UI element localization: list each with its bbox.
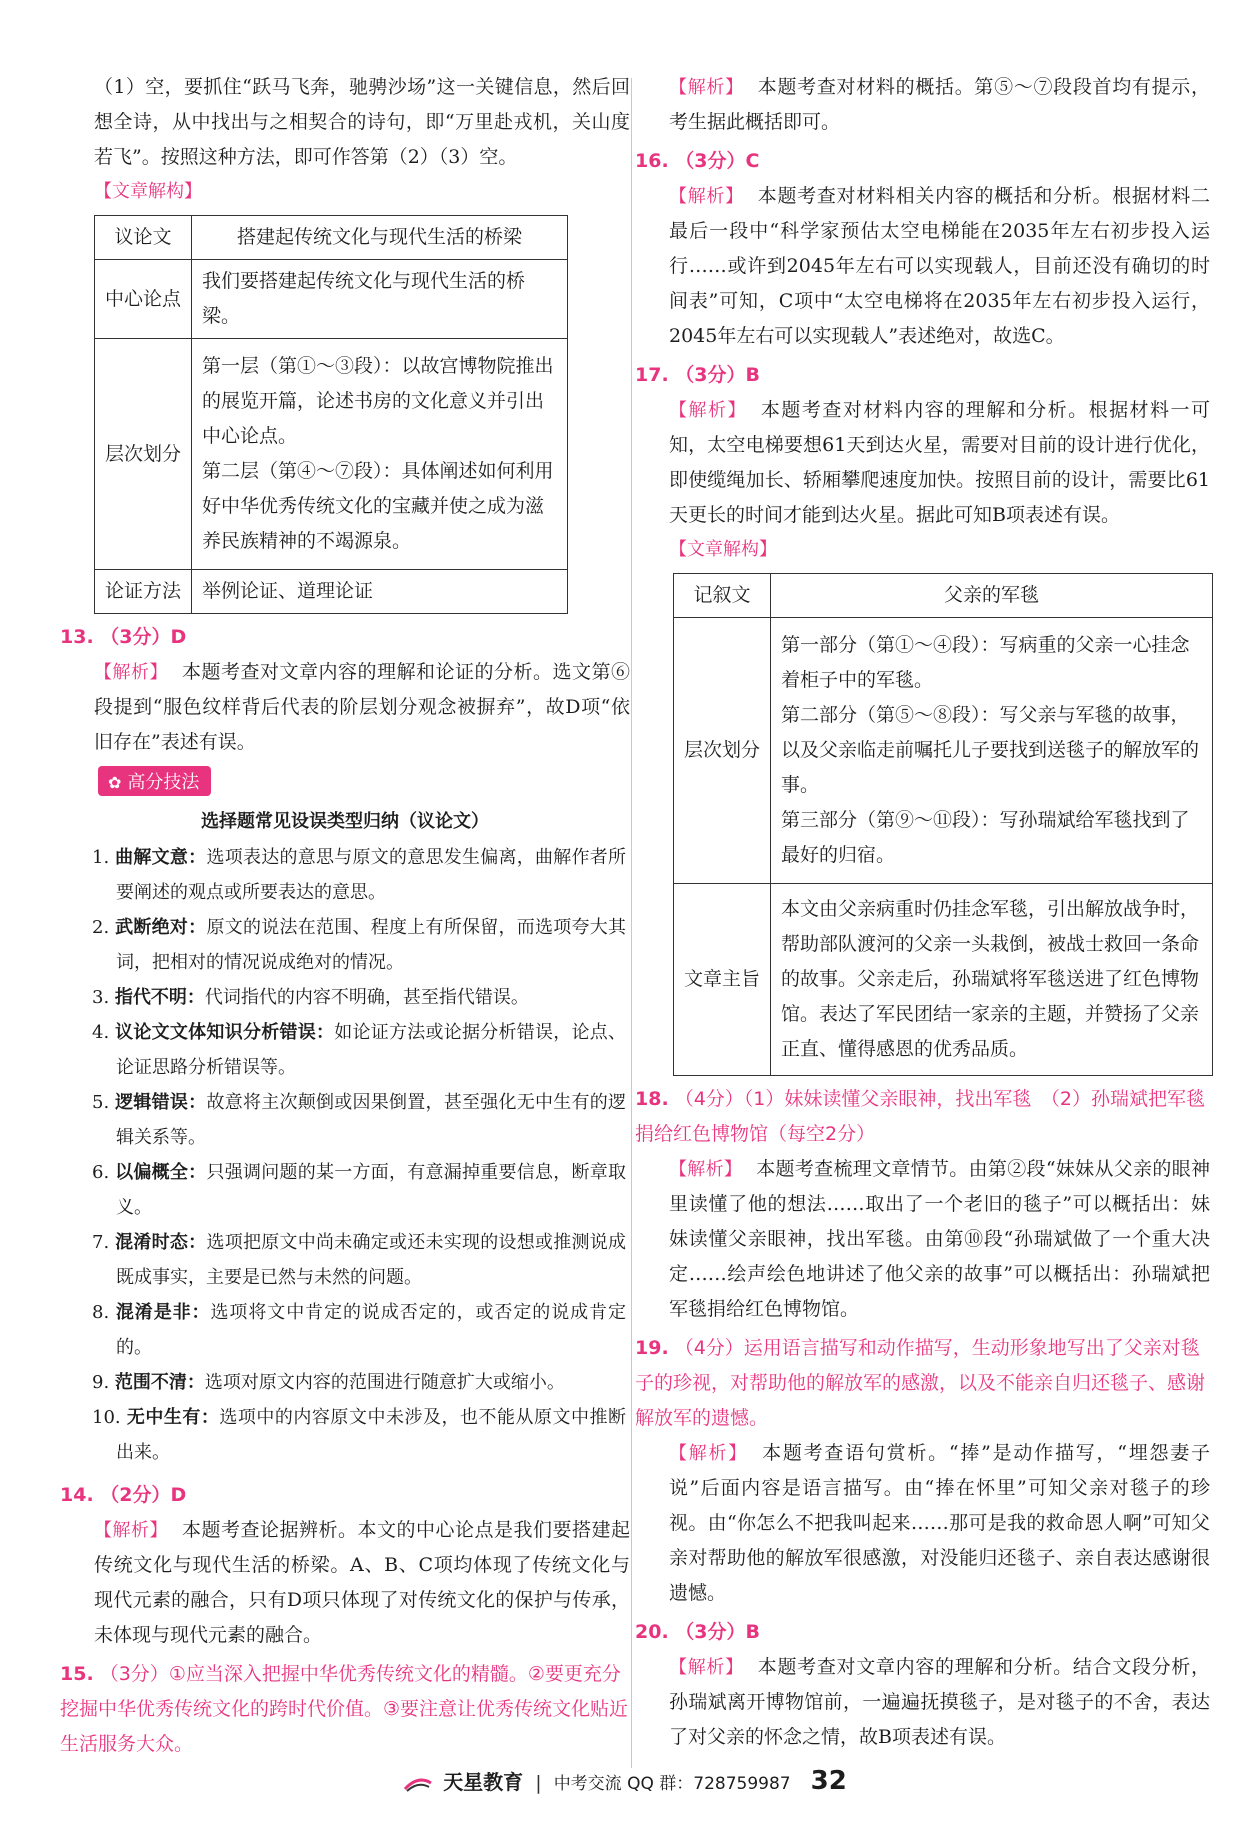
tip-text: 选项表达的意思与原文的意思发生偏离，曲解作者所要阐述的观点或所要表达的意思。: [116, 847, 626, 903]
tip-text: 原文的说法在范围、程度上有所保留，而选项夸大其词，把相对的情况说成绝对的情况。: [116, 917, 626, 973]
tip-key: 议论文文体知识分析错误：: [115, 1022, 335, 1043]
analysis-text: 本题考查对材料的概括。第⑤～⑦段段首均有提示，考生据此概括即可。: [669, 76, 1211, 133]
intro-text: （1）空，要抓住“跃马飞奔，驰骋沙场”这一关键信息，然后回想全诗，从中找出与之相契合的诗句，即“万里赴戎机，关山度若飞”。按照这种方法，即可作答第（2）（3）空。: [94, 76, 630, 168]
q18-header: [635, 1082, 1210, 1152]
question-number: 14.: [60, 1484, 94, 1506]
q13-analysis: [60, 655, 630, 760]
part-two: 第二部分（第⑤～⑧段）：写父亲与军毯的故事，以及父亲临走前嘱托儿子要找到送毯子的解放军的事。: [781, 704, 1200, 796]
right-column: [635, 70, 1210, 1755]
tip-number: 10.: [92, 1407, 121, 1428]
tip-text: 代词指代的内容不明确，甚至指代错误。: [204, 987, 529, 1008]
tip-number: 9.: [92, 1372, 110, 1393]
q14-analysis: [60, 1513, 630, 1653]
analysis-tag: 【解析】: [94, 662, 168, 683]
table-cell: [771, 618, 1213, 884]
section-label: 【文章解构】: [669, 539, 777, 560]
q17-header: [635, 358, 1210, 393]
q19-analysis: [635, 1436, 1210, 1611]
table-cell: 记叙文: [674, 574, 771, 618]
tip-key: 无中生有：: [126, 1407, 220, 1428]
table-cell: 层次划分: [95, 339, 192, 570]
analysis-text: 本题考查对文章内容的理解和分析。结合文段分析，孙瑞斌离开博物馆前，一遍遍抚摸毯子，是对毯子的不舍，表达了对父亲的怀念之情，故B项表述有误。: [669, 1656, 1211, 1748]
table-cell: 中心论点: [95, 260, 192, 339]
table-row: [95, 570, 568, 614]
tip-key: 范围不清：: [114, 1372, 205, 1393]
table-cell: 举例论证、道理论证: [192, 570, 568, 614]
qq-group: 中考交流 QQ 群：728759987: [553, 1774, 791, 1794]
tip-item: [60, 1085, 630, 1155]
tip-item: [60, 1155, 630, 1225]
section-label: 【文章解构】: [94, 181, 202, 202]
analysis-text: 本题考查梳理文章情节。由第②段“妹妹从父亲的眼神里读懂了他的想法……取出了一个老旧的毯子”可以概括出：妹妹读懂父亲眼神，找出军毯。由第⑩段“孙瑞斌做了一个重大决定……绘声绘色地讲述了他父亲的故事”可以概括出：孙瑞斌把军毯捐给红色博物馆。: [669, 1158, 1211, 1320]
table-cell: 议论文: [95, 216, 192, 260]
left-column: [60, 70, 630, 1762]
question-answer: （3分）B: [675, 364, 760, 386]
tips-list: [60, 840, 630, 1470]
question-number: 19.: [635, 1337, 669, 1359]
column-divider: [631, 78, 632, 1768]
table-row: [95, 260, 568, 339]
q20-analysis: [635, 1650, 1210, 1755]
footer-separator: |: [535, 1772, 542, 1794]
question-answer: （3分）C: [675, 150, 760, 172]
tip-text: 如论证方法或论据分析错误，论点、论证思路分析错误等。: [116, 1022, 627, 1078]
tip-item: [60, 1295, 630, 1365]
question-number: 17.: [635, 364, 669, 386]
question-answer: （2分）D: [100, 1484, 187, 1506]
tip-key: 以偏概全：: [115, 1162, 207, 1183]
analysis-tag: 【解析】: [669, 1657, 744, 1678]
tip-key: 逻辑错误：: [115, 1092, 207, 1113]
tip-number: 4.: [92, 1022, 110, 1043]
q16-header: [635, 144, 1210, 179]
table-row: [674, 574, 1213, 618]
table-cell: 层次划分: [674, 618, 771, 884]
analysis-tag: 【解析】: [669, 1443, 749, 1464]
tip-item: [60, 840, 630, 910]
table-cell: 我们要搭建起传统文化与现代生活的桥梁。: [192, 260, 568, 339]
question-answer: （4分）运用语言描写和动作描写，生动形象地写出了父亲对毯子的珍视，对帮助他的解放军的感激，以及不能亲自归还毯子、感谢解放军的遗憾。: [635, 1337, 1206, 1429]
tip-item: [60, 1400, 630, 1470]
tip-key: 混淆是非：: [115, 1302, 211, 1323]
table-row: [674, 618, 1213, 884]
q18-analysis: [635, 1152, 1210, 1327]
badge-label: 高分技法: [127, 772, 200, 793]
question-number: 16.: [635, 150, 669, 172]
tip-number: 7.: [92, 1232, 110, 1253]
table-row: [95, 216, 568, 260]
q20-header: [635, 1615, 1210, 1650]
analysis-tag: 【解析】: [669, 400, 747, 421]
question-answer: （3分）D: [100, 626, 187, 648]
question-number: 13.: [60, 626, 94, 648]
analysis-text: 本题考查对材料相关内容的概括和分析。根据材料二最后一段中“科学家预估太空电梯能在2035年左右初步投入运行……或许到2045年左右可以实现载人，目前还没有确切的时间表”可知，C项中“太空电梯将在2035年左右初步投入运行，2045年左右可以实现载人”表述绝对，故选C。: [669, 185, 1211, 347]
q16-analysis: [635, 179, 1210, 354]
structure-table: [94, 215, 568, 614]
analysis-tag: 【解析】: [669, 186, 744, 207]
analysis-text: 本题考查语句赏析。“捧”是动作描写，“埋怨妻子说”后面内容是语言描写。由“捧在怀里”可知父亲对毯子的珍视。由“你怎么不把我叫起来……那可是我的救命恩人啊”可知父亲对帮助他的解放军很感激，对没能归还毯子、亲自表达感谢很遗憾。: [669, 1442, 1210, 1604]
tip-key: 混淆时态：: [115, 1232, 207, 1253]
tip-item: [60, 910, 630, 980]
tips-badge: [98, 766, 211, 796]
table-cell: 本文由父亲病重时仍挂念军毯，引出解放战争时，帮助部队渡河的父亲一头栽倒，被战士救回一条命的故事。父亲走后，孙瑞斌将军毯送进了红色博物馆。表达了军民团结一家亲的主题，并赞扬了父亲正直、懂得感恩的优秀品质。: [771, 884, 1213, 1076]
tip-text: 选项将文中肯定的说成否定的，或否定的说成肯定的。: [116, 1302, 627, 1358]
tip-text: 故意将主次颠倒或因果倒置，甚至强化无中生有的逻辑关系等。: [116, 1092, 626, 1148]
tip-number: 5.: [92, 1092, 110, 1113]
table-cell: 父亲的军毯: [771, 574, 1213, 618]
layer-one: 第一层（第①～③段）：以故宫博物院推出的展览开篇，论述书房的文化意义并引出中心论点。: [202, 355, 554, 447]
tip-item: [60, 1225, 630, 1295]
part-one: 第一部分（第①～④段）：写病重的父亲一心挂念着柜子中的军毯。: [781, 634, 1190, 691]
layer-two: 第二层（第④～⑦段）：具体阐述如何利用好中华优秀传统文化的宝藏并使之成为滋养民族精神的不竭源泉。: [202, 460, 554, 552]
analysis-tag: 【解析】: [94, 1520, 168, 1541]
tip-number: 3.: [92, 987, 110, 1008]
tip-text: 选项把原文中尚未确定或还未实现的设想或推测说成既成事实，主要是已然与未然的问题。: [116, 1232, 626, 1288]
table-cell: 文章主旨: [674, 884, 771, 1076]
question-answer: （4分）（1）妹妹读懂父亲眼神，找出军毯 （2）孙瑞斌把军毯捐给红色博物馆（每空2分）: [635, 1088, 1205, 1145]
tip-number: 2.: [92, 917, 110, 938]
part-three: 第三部分（第⑨～⑪段）：写孙瑞斌给军毯找到了最好的归宿。: [781, 809, 1190, 866]
analysis-text: 本题考查对文章内容的理解和论证的分析。选文第⑥段提到“服色纹样背后代表的阶层划分观念被摒弃”，故D项“依旧存在”表述有误。: [94, 661, 630, 753]
analysis-tag: 【解析】: [669, 77, 744, 98]
question-answer: （3分）B: [675, 1621, 760, 1643]
tip-item: [60, 980, 630, 1015]
page-footer: [0, 1766, 1250, 1796]
page-number: 32: [810, 1766, 847, 1796]
q13-header: [60, 620, 630, 655]
analysis-tag: 【解析】: [669, 1159, 743, 1180]
star-icon: ✿: [108, 773, 122, 792]
question-number: 15.: [60, 1663, 94, 1685]
tip-item: [60, 1015, 630, 1085]
tip-number: 1.: [92, 847, 110, 868]
q15-header: [60, 1657, 630, 1762]
tips-title: 选择题常见设误类型归纳（议论文）: [201, 811, 489, 832]
structure-table: [673, 573, 1213, 1076]
brand-name: 天星教育: [443, 1770, 524, 1794]
tip-number: 8.: [92, 1302, 110, 1323]
q14-header: [60, 1478, 630, 1513]
tip-item: [60, 1365, 630, 1400]
question-number: 20.: [635, 1621, 669, 1643]
question-number: 18.: [635, 1088, 669, 1110]
table-cell: [192, 339, 568, 570]
table-cell: 搭建起传统文化与现代生活的桥梁: [192, 216, 568, 260]
tip-key: 指代不明：: [114, 987, 205, 1008]
question-answer: （3分）: [99, 1663, 169, 1685]
tip-text: 选项对原文内容的范围进行随意扩大或缩小。: [204, 1372, 565, 1393]
q15-analysis: [635, 70, 1210, 140]
tip-text: 只强调问题的某一方面，有意漏掉重要信息，断章取义。: [116, 1162, 626, 1218]
table-row: [95, 339, 568, 570]
answer-text: ①应当深入把握中华优秀传统文化的精髓。②要更充分挖掘中华优秀传统文化的跨时代价值。③要注意让优秀传统文化贴近生活服务大众。: [60, 1663, 629, 1755]
q19-header: [635, 1331, 1210, 1436]
tip-key: 曲解文意：: [115, 847, 207, 868]
tip-text: 选项中的内容原文中未涉及，也不能从原文中推断出来。: [116, 1407, 627, 1463]
tip-key: 武断绝对：: [115, 917, 207, 938]
analysis-text: 本题考查对材料内容的理解和分析。根据材料一可知，太空电梯要想61天到达火星，需要对目前的设计进行优化，即使缆绳加长、轿厢攀爬速度加快。按照目前的设计，需要比61天更长的时间才能到达火星。据此可知B项表述有误。: [669, 399, 1210, 526]
table-row: [674, 884, 1213, 1076]
tip-number: 6.: [92, 1162, 110, 1183]
brand-logo-icon: [403, 1775, 433, 1793]
q17-analysis: [635, 393, 1210, 533]
table-cell: 论证方法: [95, 570, 192, 614]
analysis-text: 本题考查论据辨析。本文的中心论点是我们要搭建起传统文化与现代生活的桥梁。A、B、C项均体现了传统文化与现代元素的融合，只有D项只体现了对传统文化的保护与传承，未体现与现代元素的融合。: [94, 1519, 630, 1646]
